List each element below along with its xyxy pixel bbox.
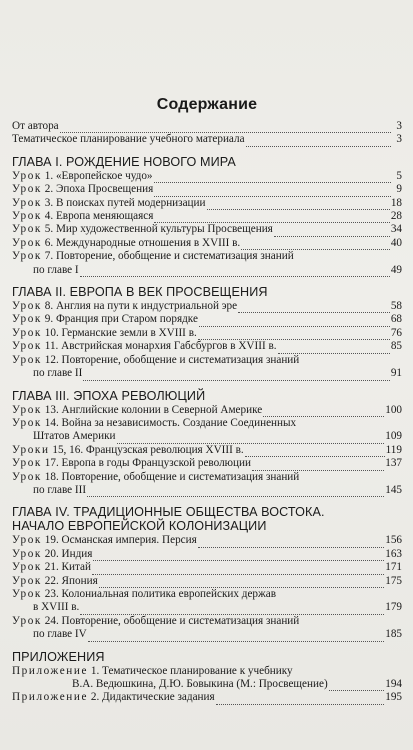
- entry-label: [33, 601, 79, 614]
- lesson-kind: Урок: [12, 313, 42, 326]
- lesson-title: Германские земли в XVIII в.: [61, 326, 197, 339]
- page-number: 9: [396, 183, 402, 196]
- lesson-title: Английские колонии в Северной Америке: [61, 403, 263, 416]
- lesson-number: 14.: [41, 416, 62, 429]
- page-title: Содержание: [156, 96, 258, 113]
- dot-leader: [278, 344, 390, 354]
- entry-label: [33, 484, 86, 497]
- lesson-number: 6.: [41, 236, 56, 249]
- chapter-block: [12, 505, 402, 641]
- lesson-title: Повторение, обобщение и систематизация знаний: [61, 614, 300, 627]
- toc-entry-line: [12, 588, 402, 601]
- lesson-number: 11.: [41, 340, 62, 353]
- toc-entry-line: [12, 471, 402, 484]
- entry-label: [12, 588, 276, 601]
- lesson-title: Повторение, обобщение и систематизация знаний: [55, 250, 294, 263]
- entry-label: [12, 327, 197, 340]
- lesson-title-continued: В.А. Ведюшкина, Д.Ю. Бовыкина (М.: Просвещение): [72, 678, 328, 690]
- lesson-kind: Урок: [12, 403, 42, 416]
- page-number: 34: [390, 223, 402, 236]
- toc-entry: [12, 678, 402, 691]
- toc-entry-line: [12, 615, 402, 628]
- lesson-number: 20.: [41, 547, 62, 560]
- toc-entry: [12, 367, 402, 380]
- lesson-number: 18.: [41, 470, 62, 483]
- page-number: 91: [390, 367, 402, 380]
- dot-leader: [99, 578, 385, 588]
- lesson-number: 13.: [41, 403, 62, 416]
- lesson-number: 19.: [41, 534, 62, 547]
- entry-label: [12, 340, 277, 353]
- toc-entry: [12, 170, 402, 183]
- lesson-kind: Урок: [12, 300, 42, 313]
- lesson-title: Международные отношения в XVIII в.: [55, 236, 241, 249]
- entry-label: [12, 471, 299, 484]
- entry-label: [12, 691, 215, 704]
- lesson-number: 22.: [41, 574, 62, 587]
- toc-entry: [12, 534, 402, 547]
- dot-leader: [329, 681, 385, 691]
- toc-entry: [12, 327, 402, 340]
- toc-entry: [12, 197, 402, 210]
- toc-entry: [12, 430, 402, 443]
- page-number: 85: [390, 340, 402, 353]
- page-number: 5: [396, 169, 402, 182]
- page-number: 119: [385, 443, 402, 456]
- dot-leader: [263, 407, 384, 417]
- page-number: 195: [385, 691, 402, 704]
- dot-leader: [60, 123, 391, 133]
- toc-entry: [12, 484, 402, 497]
- entry-label: [12, 665, 293, 678]
- lesson-kind: Урок: [12, 183, 42, 196]
- lesson-number: 2.: [41, 183, 56, 196]
- page-number: 40: [390, 236, 402, 249]
- dot-leader: [241, 240, 390, 250]
- toc-entry: [12, 300, 402, 313]
- entry-label: [33, 430, 116, 443]
- entry-label: [12, 223, 273, 236]
- lesson-number: 24.: [41, 614, 62, 627]
- lesson-title: Мир художественной культуры Просвещения: [55, 223, 273, 236]
- lesson-title: Англия на пути к индустриальной эре: [55, 300, 238, 313]
- entry-text: От автора: [12, 120, 59, 132]
- dot-leader: [198, 538, 384, 548]
- lesson-kind: Урок: [12, 547, 42, 560]
- entry-label: [12, 183, 153, 196]
- toc-entry: [12, 691, 402, 704]
- lesson-kind: Урок: [12, 353, 42, 366]
- dot-leader: [252, 461, 384, 471]
- toc-entry: [12, 183, 402, 196]
- lesson-number: 12.: [41, 353, 62, 366]
- lesson-title: Китай: [61, 561, 91, 574]
- dot-leader: [238, 303, 390, 313]
- dot-leader: [207, 200, 390, 210]
- toc-entry-line: [12, 417, 402, 430]
- page-number: 179: [385, 601, 402, 614]
- page-number: 163: [385, 547, 402, 560]
- lesson-title: Европа в годы Французской революции: [61, 457, 251, 470]
- lesson-title: Повторение, обобщение и систематизация знаний: [61, 470, 300, 483]
- lesson-kind: Урок: [12, 236, 42, 249]
- toc-entry: [12, 404, 402, 417]
- entry-label: [12, 250, 294, 263]
- lesson-title: В поисках путей модернизации: [55, 196, 206, 209]
- chapter-block: [12, 389, 402, 498]
- dot-leader: [274, 227, 390, 237]
- toc-entry: [12, 575, 402, 588]
- page-number: 185: [385, 628, 402, 641]
- dot-leader: [199, 317, 390, 327]
- chapter-title-line2: НАЧАЛО ЕВРОПЕЙСКОЙ КОЛОНИЗАЦИИ: [12, 519, 267, 534]
- lesson-kind: Урок: [12, 196, 42, 209]
- entry-label: [12, 210, 153, 223]
- page-number: 3: [396, 133, 402, 146]
- lesson-title: Эпоха Просвещения: [55, 183, 154, 196]
- toc-entry: [12, 133, 402, 146]
- lesson-number: 23.: [41, 587, 62, 600]
- dot-leader: [198, 330, 390, 340]
- lesson-title: Дидактические задания: [102, 691, 215, 704]
- entry-label: [33, 264, 79, 277]
- page-number: 68: [390, 313, 402, 326]
- page-number: 100: [385, 403, 402, 416]
- lesson-title: Война за независимость. Создание Соединенных: [61, 416, 297, 429]
- toc-entry: [12, 237, 402, 250]
- dot-leader: [117, 434, 385, 444]
- lesson-title: Османская империя. Персия: [61, 534, 197, 547]
- entry-label: [12, 120, 59, 133]
- entry-label: [12, 561, 91, 574]
- table-of-contents: [12, 96, 402, 705]
- lesson-title: «Европейское чудо»: [55, 169, 153, 182]
- toc-entry: [12, 313, 402, 326]
- entry-label: [12, 237, 240, 250]
- lesson-title: Австрийская монархия Габсбургов в XVIII в.: [61, 340, 277, 353]
- dot-leader: [245, 447, 385, 457]
- lesson-number: 10.: [41, 326, 62, 339]
- lesson-title: Повторение, обобщение и систематизация знаний: [61, 353, 300, 366]
- entry-label: [12, 313, 198, 326]
- page-number: 175: [385, 574, 402, 587]
- entry-label: [33, 628, 87, 641]
- entry-label: [12, 197, 206, 210]
- lesson-kind: Урок: [12, 587, 42, 600]
- chapter-title: ПРИЛОЖЕНИЯ: [12, 649, 105, 664]
- lesson-kind: Урок: [12, 534, 42, 547]
- page-number: 3: [396, 120, 402, 132]
- entry-label: [12, 133, 245, 146]
- lesson-number: 8.: [41, 300, 56, 313]
- dot-leader: [216, 695, 385, 705]
- front-matter: [12, 120, 402, 147]
- entry-label: [12, 457, 251, 470]
- entry-label: [12, 548, 92, 561]
- toc-entry: [12, 223, 402, 236]
- page-number: 137: [385, 457, 402, 470]
- entry-label: [12, 404, 262, 417]
- entry-label: [12, 615, 299, 628]
- lesson-title: Индия: [61, 547, 93, 560]
- lesson-kind: Урок: [12, 416, 42, 429]
- lesson-title: Европа меняющаяся: [55, 210, 154, 223]
- chapter-title: ГЛАВА IV. ТРАДИЦИОННЫЕ ОБЩЕСТВА ВОСТОКА.: [12, 505, 325, 520]
- page-number: 49: [390, 263, 402, 276]
- toc-entry: [12, 264, 402, 277]
- toc-entry: [12, 561, 402, 574]
- lesson-title-continued: по главе IV: [33, 628, 87, 641]
- toc-entry-line: [12, 354, 402, 367]
- page-number: 76: [390, 326, 402, 339]
- dot-leader: [80, 267, 390, 277]
- dot-leader: [80, 605, 384, 615]
- lesson-title-continued: Штатов Америки: [33, 430, 116, 443]
- entry-text: Тематическое планирование учебного материала: [12, 133, 245, 146]
- lesson-number: 4.: [41, 210, 56, 223]
- page-number: 58: [390, 300, 402, 313]
- toc-entry: [12, 210, 402, 223]
- lesson-title-continued: по главе III: [33, 483, 87, 496]
- chapter-block: [12, 650, 402, 705]
- entry-label: [12, 534, 197, 547]
- entry-label: [72, 678, 328, 691]
- dot-leader: [93, 551, 384, 561]
- entry-label: [33, 367, 82, 380]
- dot-leader: [92, 565, 384, 575]
- lesson-kind: Урок: [12, 574, 42, 587]
- lesson-number: 2.: [88, 691, 103, 704]
- toc-entry: [12, 628, 402, 641]
- toc-entry: [12, 457, 402, 470]
- lesson-title-continued: в XVIII в.: [33, 601, 80, 614]
- lesson-kind: Уроки: [12, 443, 50, 456]
- dot-leader: [83, 371, 389, 381]
- dot-leader: [87, 487, 384, 497]
- lesson-number: 3.: [41, 196, 56, 209]
- toc-entry: [12, 548, 402, 561]
- toc-entry: [12, 444, 402, 457]
- lesson-kind: Урок: [12, 250, 42, 263]
- toc-entry: [12, 120, 402, 133]
- dot-leader: [246, 137, 391, 147]
- lesson-title-continued: по главе I: [33, 263, 79, 276]
- dot-leader: [154, 187, 391, 197]
- lesson-kind: Урок: [12, 223, 42, 236]
- lesson-kind: Урок: [12, 614, 42, 627]
- lesson-title: Колониальная политика европейских держав: [61, 587, 276, 600]
- lesson-kind: Приложение: [12, 664, 89, 677]
- lesson-number: 7.: [41, 250, 56, 263]
- chapter-title: ГЛАВА III. ЭПОХА РЕВОЛЮЦИЙ: [12, 388, 206, 403]
- lesson-kind: Урок: [12, 457, 42, 470]
- entry-label: [12, 575, 98, 588]
- chapter-title: ГЛАВА II. ЕВРОПА В ВЕК ПРОСВЕЩЕНИЯ: [12, 285, 268, 300]
- dot-leader: [154, 213, 389, 223]
- entry-label: [12, 300, 237, 313]
- page-number: 109: [385, 430, 402, 443]
- lesson-number: 1.: [41, 169, 56, 182]
- page-number: 28: [390, 210, 402, 223]
- lesson-number: 9.: [41, 313, 56, 326]
- lesson-kind: Урок: [12, 210, 42, 223]
- lesson-title: Франция при Старом порядке: [55, 313, 198, 326]
- toc-entry-line: [12, 665, 402, 678]
- chapter-block: [12, 155, 402, 277]
- toc-entry: [12, 340, 402, 353]
- lesson-kind: Урок: [12, 326, 42, 339]
- lesson-kind: Урок: [12, 169, 42, 182]
- entry-label: [12, 170, 153, 183]
- entry-label: [12, 417, 296, 430]
- chapter-block: [12, 285, 402, 380]
- lesson-number: 5.: [41, 223, 56, 236]
- page-number: 145: [385, 483, 402, 496]
- lesson-kind: Приложение: [12, 691, 89, 704]
- lesson-kind: Урок: [12, 340, 42, 353]
- toc-entry-line: [12, 250, 402, 263]
- page-number: 171: [385, 561, 402, 574]
- page-number: 156: [385, 534, 402, 547]
- lesson-kind: Урок: [12, 561, 42, 574]
- lesson-number: 15, 16.: [49, 443, 86, 456]
- entry-label: [12, 354, 299, 367]
- lesson-number: 1.: [88, 664, 103, 677]
- entry-label: [12, 444, 244, 457]
- toc-entry: [12, 601, 402, 614]
- lesson-number: 21.: [41, 561, 62, 574]
- dot-leader: [88, 632, 384, 642]
- lesson-kind: Урок: [12, 470, 42, 483]
- lesson-title: Французская революция XVIII в.: [85, 443, 244, 456]
- lesson-title: Япония: [61, 574, 98, 587]
- chapters: [12, 155, 402, 705]
- lesson-title: Тематическое планирование к учебнику: [102, 664, 293, 677]
- lesson-number: 17.: [41, 457, 62, 470]
- lesson-title-continued: по главе II: [33, 367, 83, 380]
- dot-leader: [154, 173, 391, 183]
- page-number: 194: [385, 678, 402, 690]
- page-number: 18: [390, 196, 402, 209]
- chapter-title: ГЛАВА I. РОЖДЕНИЕ НОВОГО МИРА: [12, 154, 236, 169]
